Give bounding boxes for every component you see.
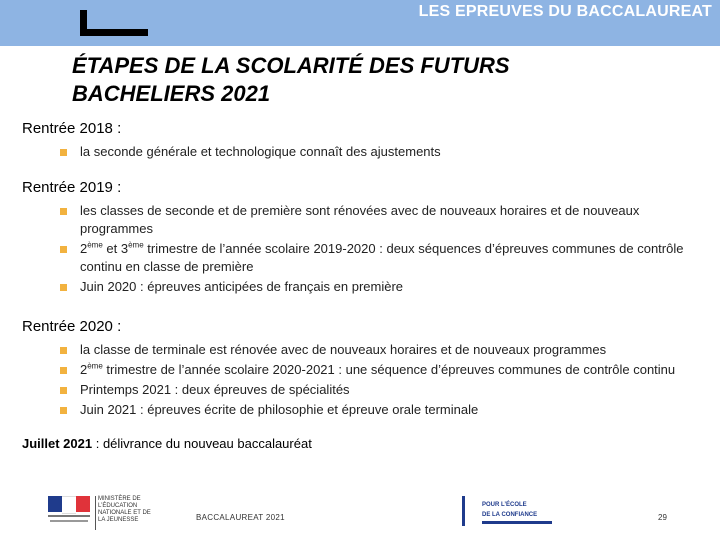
ministry-name: MINISTÈRE DE L’ÉDUCATION NATIONALE ET DE LA JEUNESSE (98, 496, 151, 523)
bullet-text: Juin 2021 : épreuves écrite de philosophie et épreuve orale terminale (80, 402, 479, 417)
slide-title-line2: BACHELIERS 2021 (72, 81, 271, 106)
square-bullet-icon (60, 387, 67, 394)
bullet-list-2018 (22, 143, 702, 161)
divider (95, 496, 96, 530)
bullet-item (60, 202, 702, 238)
bullet-item (60, 143, 702, 161)
final-text: : délivrance du nouveau baccalauréat (92, 436, 312, 451)
slogan-line2: DE LA CONFIANCE (482, 512, 538, 518)
bullet-item (60, 240, 702, 276)
bullet-item (60, 341, 702, 359)
bullet-text: la classe de terminale est rénovée avec de nouveaux horaires et de nouveaux programmes (80, 342, 607, 357)
bullet-item (60, 361, 702, 379)
square-bullet-icon (60, 246, 67, 253)
bullet-text: 2 (80, 362, 88, 377)
bullet-text: Juin 2020 : épreuves anticipées de français en première (80, 279, 404, 294)
bullet-text: trimestre de l’année scolaire 2020-2021 : une séquence d’épreuves communes de contrôle continu (102, 362, 676, 377)
bullet-text: Printemps 2021 : deux épreuves de spécialités (80, 382, 350, 397)
section-heading-2019: Rentrée 2019 : (22, 179, 122, 196)
bullet-text: et 3 (102, 241, 129, 256)
header-title: LES EPREUVES DU BACCALAUREAT (418, 3, 712, 20)
final-bold: Juillet 2021 (22, 436, 93, 451)
bullet-item (60, 401, 702, 419)
square-bullet-icon (60, 347, 67, 354)
bullet-text: trimestre de l’année scolaire 2019-2020 : deux séquences d’épreuves communes de contrôle continu en classe de première (80, 241, 684, 274)
slide-content (22, 120, 702, 453)
bullet-item (60, 381, 702, 399)
bullet-text: les classes de seconde et de première sont rénovées avec de nouveaux horaires et de nouveaux programmes (80, 203, 640, 236)
slide-title (72, 52, 672, 108)
section-heading-2018: Rentrée 2018 : (22, 120, 122, 137)
slide-title-line1: ÉTAPES DE LA SCOLARITÉ DES FUTURS (72, 53, 510, 78)
section-heading-2020: Rentrée 2020 : (22, 318, 122, 335)
ecole-confiance-logo (462, 496, 554, 526)
bullet-text: 2 (80, 241, 88, 256)
bullet-list-2020 (22, 341, 702, 419)
square-bullet-icon (60, 284, 67, 291)
square-bullet-icon (60, 367, 67, 374)
bullet-text: la seconde générale et technologique connaît des ajustements (80, 144, 441, 159)
header-banner (0, 0, 720, 46)
footer (0, 488, 720, 540)
superscript: ème (87, 361, 103, 371)
page-number: 29 (658, 513, 667, 522)
slogan-line1: POUR L’ÉCOLE (482, 502, 527, 508)
square-bullet-icon (60, 407, 67, 414)
square-bullet-icon (60, 149, 67, 156)
bullet-list-2019 (22, 202, 702, 296)
superscript: ème (87, 240, 103, 250)
final-line (22, 435, 702, 453)
square-bullet-icon (60, 208, 67, 215)
footer-label: BACCALAUREAT 2021 (196, 513, 285, 522)
republique-francaise-logo-icon (44, 496, 94, 528)
corner-bracket-icon (80, 10, 148, 36)
bullet-item (60, 278, 702, 296)
superscript: ème (128, 240, 144, 250)
